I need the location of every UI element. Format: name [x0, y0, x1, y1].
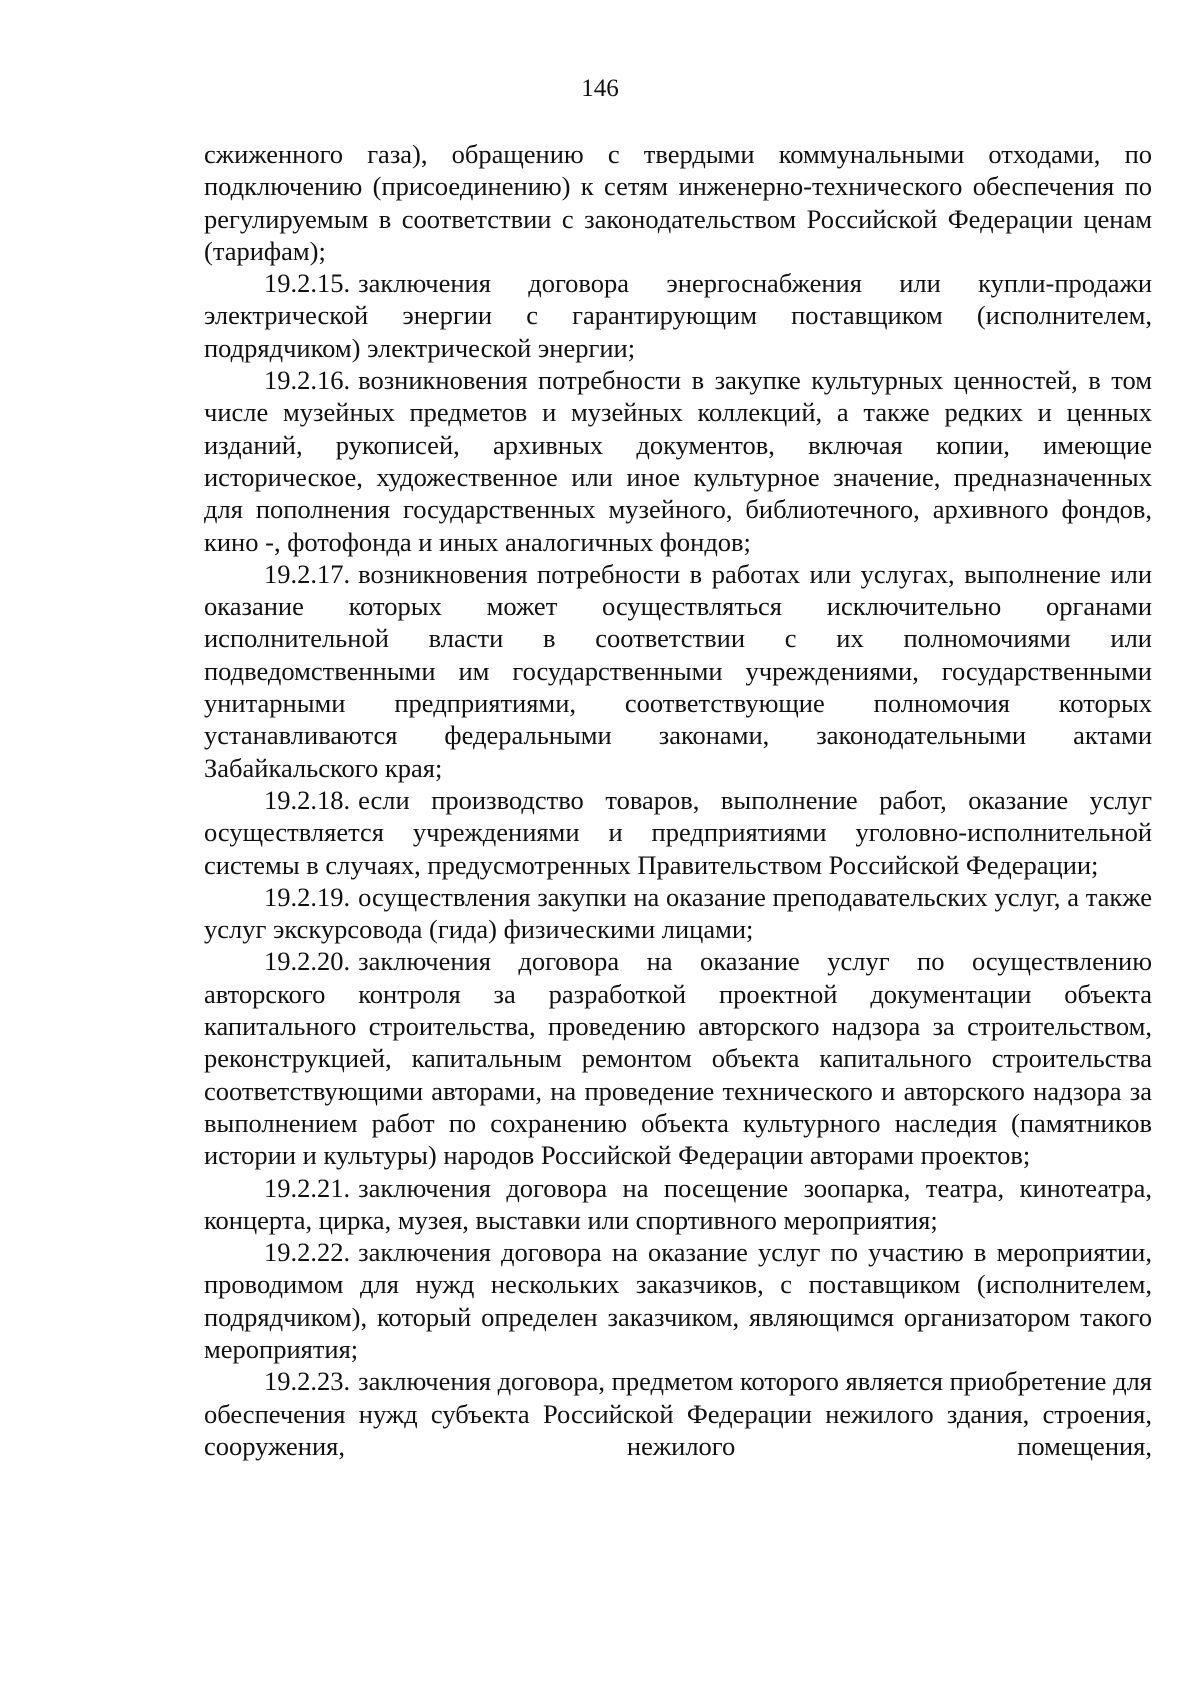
clause-number: 19.2.17. — [264, 558, 351, 589]
clause-number: 19.2.15. — [264, 268, 351, 299]
document-body — [204, 138, 1152, 1462]
page-number: 146 — [581, 75, 619, 102]
clause-text: заключения договора энергоснабжения или купли-продажи электрической энергии с гарантирующим поставщиком (исполнителем, подрядчиком) электрической энергии; — [204, 268, 1152, 363]
clause-19-2-19 — [204, 881, 1152, 946]
clause-text: возникновения потребности в закупке культурных ценностей, в том числе музейных предметов и музейных коллекций, а также редких и ценных изданий, рукописей, архивных документов, включая копии, имеющие историческое, художественное или иное культурное значение, предназначенных для пополнения государственных музейного, библиотечного, архивного фондов, кино -, фотофонда и иных аналогичных фондов; — [204, 365, 1152, 557]
clause-19-2-17 — [204, 558, 1152, 784]
clause-text: заключения договора, предметом которого является приобретение для обеспечения нужд субъекта Российской Федерации нежилого здания, строения, сооружения, нежилого помещения, — [204, 1366, 1152, 1461]
clause-19-2-20 — [204, 945, 1152, 1171]
clause-number: 19.2.21. — [264, 1172, 351, 1203]
clause-text: если производство товаров, выполнение работ, оказание услуг осуществляется учреждениями и предприятиями уголовно-исполнительной системы в случаях, предусмотренных Правительством Российской Федерации; — [204, 784, 1152, 880]
clause-number: 19.2.16. — [264, 365, 351, 396]
clause-text: возникновения потребности в работах или услугах, выполнение или оказание которых может осуществляться исключительно органами исполнительной власти в соответствии с их полномочиями или подведомственными им государственными учреждениями, государственными унитарными предприятиями, соответствующие полномочия которых устанавливаются федеральными законами, законодательными актами Забайкальского края; — [204, 558, 1152, 783]
clause-19-2-23 — [204, 1365, 1152, 1462]
clause-19-2-18 — [204, 784, 1152, 881]
clause-number: 19.2.23. — [264, 1366, 351, 1397]
clause-number: 19.2.20. — [264, 946, 351, 977]
paragraph-continuation — [204, 138, 1152, 267]
clause-19-2-21 — [204, 1172, 1152, 1237]
clause-text: заключения договора на оказание услуг по осуществлению авторского контроля за разработкой проектной документации объекта капитального строительства, проведению авторского надзора за строительством, реконструкцией, капитальным ремонтом объекта капитального строительства соответствующими авторами, на проведение технического и авторского надзора за выполнением работ по сохранению объекта культурного наследия (памятников истории и культуры) народов Российской Федерации авторами проектов; — [204, 946, 1152, 1171]
clause-text: заключения договора на оказание услуг по участию в мероприятии, проводимом для нужд нескольких заказчиков, с поставщиком (исполнителем, подрядчиком), который определен заказчиком, являющимся организатором такого мероприятия; — [204, 1237, 1152, 1364]
clause-text: осуществления закупки на оказание преподавательских услуг, а также услуг экскурсовода (гида) физическими лицами; — [204, 881, 1152, 945]
clause-19-2-22 — [204, 1236, 1152, 1365]
clause-text: заключения договора на посещение зоопарка, театра, кинотеатра, концерта, цирка, музея, выставки или спортивного мероприятия; — [204, 1172, 1152, 1235]
clause-19-2-16 — [204, 364, 1152, 558]
clause-number: 19.2.22. — [264, 1237, 351, 1268]
clause-number: 19.2.18. — [264, 784, 351, 815]
clause-number: 19.2.19. — [264, 881, 351, 912]
paragraph-text: сжиженного газа), обращению с твердыми коммунальными отходами, по подключению (присоединению) к сетям инженерно-технического обеспечения по регулируемым в соответствии с законодательством Российской Федерации ценам (тарифам); — [204, 139, 1152, 266]
clause-19-2-15 — [204, 267, 1152, 364]
